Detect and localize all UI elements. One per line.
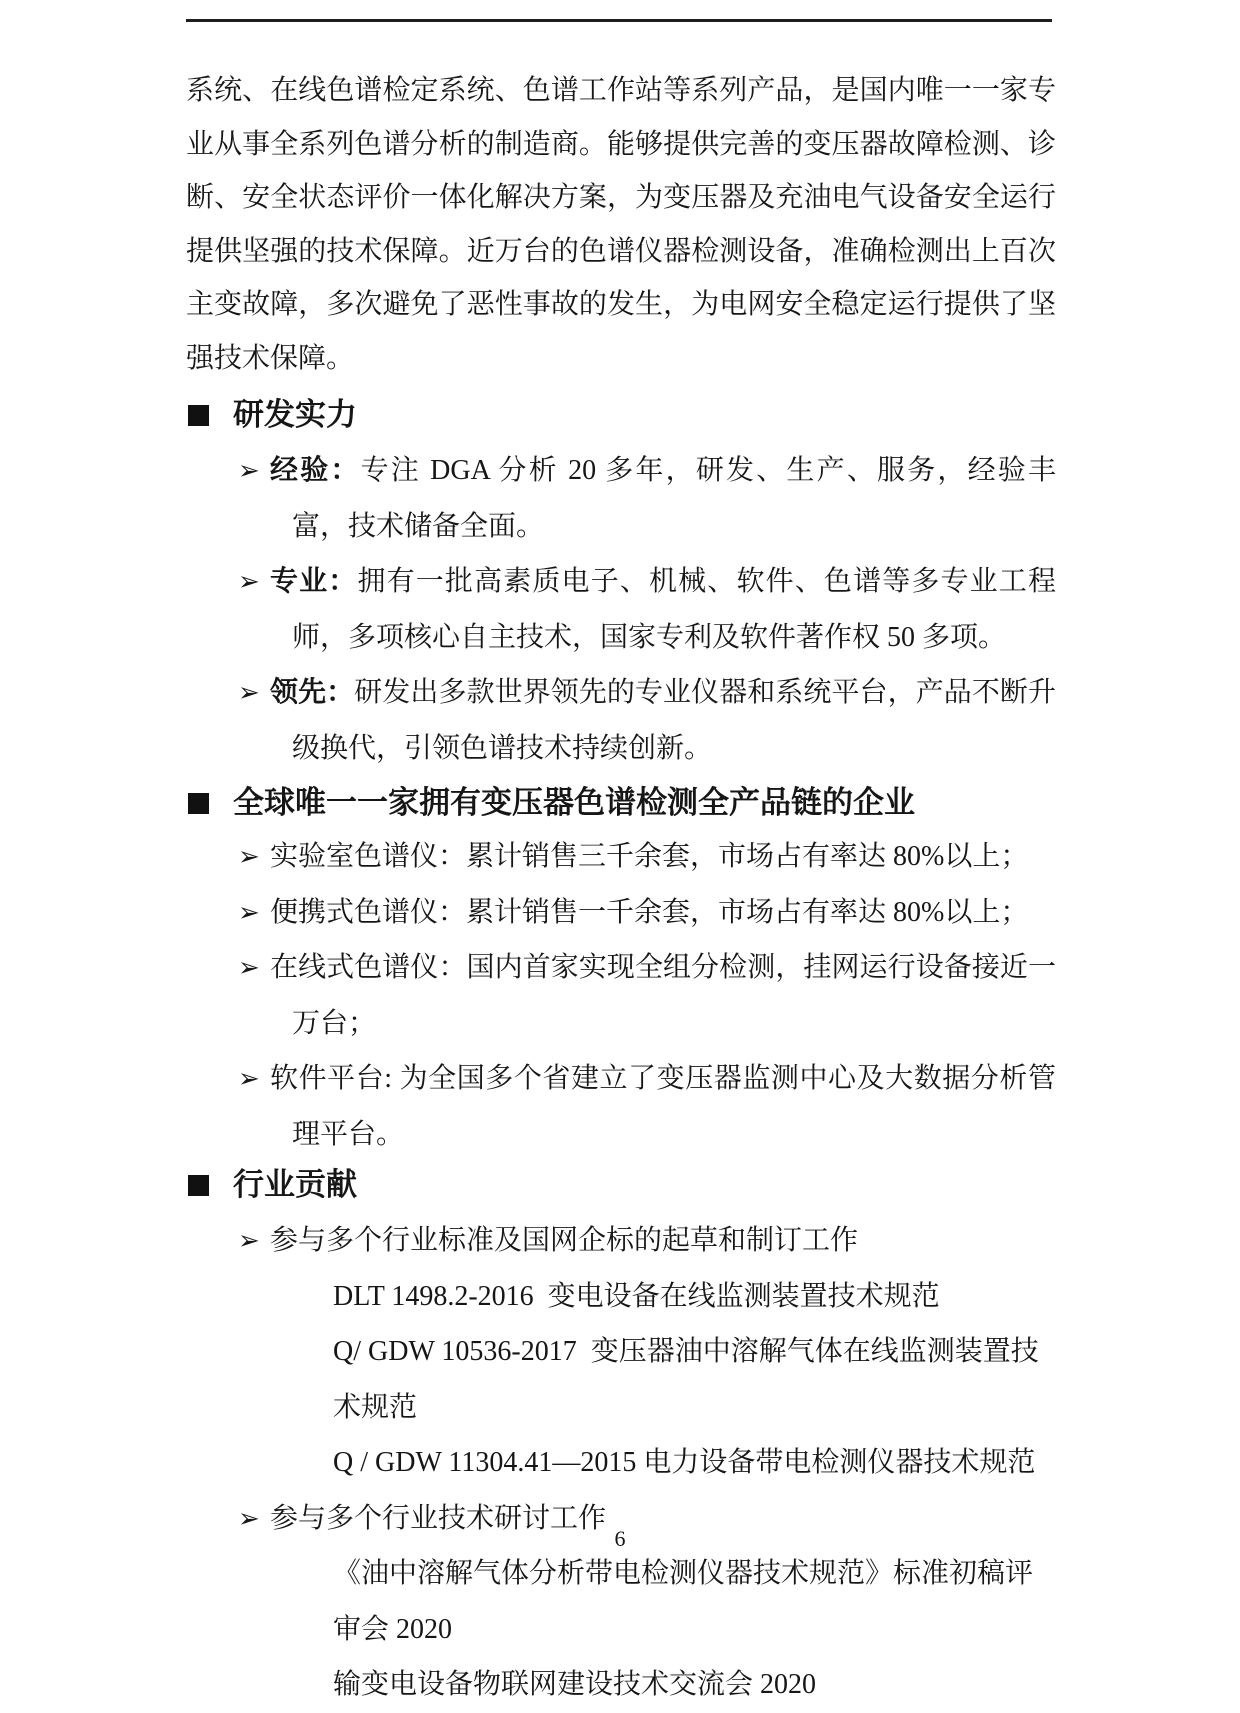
item-text: 专注 DGA 分析 20 多年，研发、生产、服务，经验丰富，技术储备全面。 bbox=[292, 455, 1056, 542]
item-text: 便携式色谱仪：累计销售一千余套，市场占有率达 80%以上； bbox=[270, 896, 1029, 928]
arrow-bullet-icon: ➢ bbox=[238, 567, 260, 596]
arrow-bullet-icon: ➢ bbox=[238, 1064, 260, 1093]
list-item bbox=[186, 554, 1056, 665]
standard-line: Q / GDW 11304.41—2015 电力设备带电检测仪器技术规范 bbox=[333, 1447, 1036, 1478]
arrow-bullet-icon: ➢ bbox=[238, 1503, 260, 1533]
section-full-product-chain bbox=[186, 783, 1056, 1162]
list-item bbox=[186, 940, 1056, 1051]
section-title: 研发实力 bbox=[233, 397, 357, 432]
section-title: 行业贡献 bbox=[233, 1167, 357, 1202]
item-text: 在线式色谱仪：国内首家实现全组分检测，挂网运行设备接近一万台； bbox=[270, 952, 1056, 1039]
section-heading bbox=[186, 1165, 1056, 1205]
section-heading bbox=[186, 395, 1056, 435]
item-label: 领先： bbox=[270, 677, 355, 708]
item-text: 拥有一批高素质电子、机械、软件、色谱等多专业工程师，多项核心自主技术，国家专利及软件著作权 50 多项。 bbox=[292, 566, 1056, 653]
list-item bbox=[186, 1051, 1056, 1162]
section-title: 全球唯一一家拥有变压器色谱检测全产品链的企业 bbox=[233, 785, 915, 820]
list-item bbox=[186, 829, 1056, 885]
square-bullet-icon bbox=[188, 1175, 209, 1196]
list-item bbox=[186, 885, 1056, 941]
list-item bbox=[186, 1213, 1056, 1269]
section-heading bbox=[186, 783, 1056, 823]
list-item bbox=[186, 665, 1056, 776]
intro-paragraph: 系统、在线色谱检定系统、色谱工作站等系列产品，是国内唯一一家专业从事全系列色谱分析的制造商。能够提供完善的变压器故障检测、诊断、安全状态评价一体化解决方案，为变压器及充油电气设备安全运行提供坚强的技术保障。近万台的色谱仪器检测设备，准确检测出上百次主变故障，多次避免了恶性事故的发生，为电网安全稳定运行提供了坚强技术保障。 bbox=[186, 75, 1056, 374]
standard-line: Q/ GDW 10536-2017 变压器油中溶解气体在线监测装置技术规范 bbox=[333, 1336, 1039, 1423]
bullet-list bbox=[186, 1213, 1056, 1713]
arrow-bullet-icon: ➢ bbox=[238, 953, 260, 982]
page-content bbox=[186, 0, 1056, 1713]
item-text: 参与多个行业标准及国网企标的起草和制订工作 bbox=[270, 1225, 859, 1256]
square-bullet-icon bbox=[188, 405, 209, 426]
standard-line: 《油中溶解气体分析带电检测仪器技术规范》标准初稿评审会 2020 bbox=[333, 1558, 1034, 1645]
standard-line: DLT 1498.2-2016 变电设备在线监测装置技术规范 bbox=[333, 1280, 940, 1312]
item-text: 参与多个行业技术研讨工作 bbox=[270, 1502, 607, 1534]
arrow-bullet-icon: ➢ bbox=[238, 456, 260, 485]
item-label: 经验： bbox=[270, 455, 361, 486]
item-text: 研发出多款世界领先的专业仪器和系统平台，产品不断升级换代，引领色谱技术持续创新。 bbox=[292, 677, 1056, 764]
item-label: 专业： bbox=[270, 566, 358, 597]
item-text: 软件平台: 为全国多个省建立了变压器监测中心及大数据分析管理平台。 bbox=[270, 1063, 1056, 1150]
arrow-bullet-icon: ➢ bbox=[238, 678, 260, 707]
arrow-bullet-icon: ➢ bbox=[238, 897, 260, 927]
page-number: 6 bbox=[614, 1526, 626, 1551]
section-rnd-strength bbox=[186, 395, 1056, 776]
bullet-list bbox=[186, 829, 1056, 1162]
section-industry-contribution bbox=[186, 1165, 1056, 1713]
list-item bbox=[186, 443, 1056, 554]
bullet-list bbox=[186, 443, 1056, 776]
item-text: 实验室色谱仪：累计销售三千余套，市场占有率达 80%以上； bbox=[270, 841, 1029, 872]
square-bullet-icon bbox=[188, 793, 209, 814]
arrow-bullet-icon: ➢ bbox=[238, 842, 260, 871]
arrow-bullet-icon: ➢ bbox=[238, 1226, 260, 1255]
standard-line: 输变电设备物联网建设技术交流会 2020 bbox=[333, 1669, 817, 1700]
